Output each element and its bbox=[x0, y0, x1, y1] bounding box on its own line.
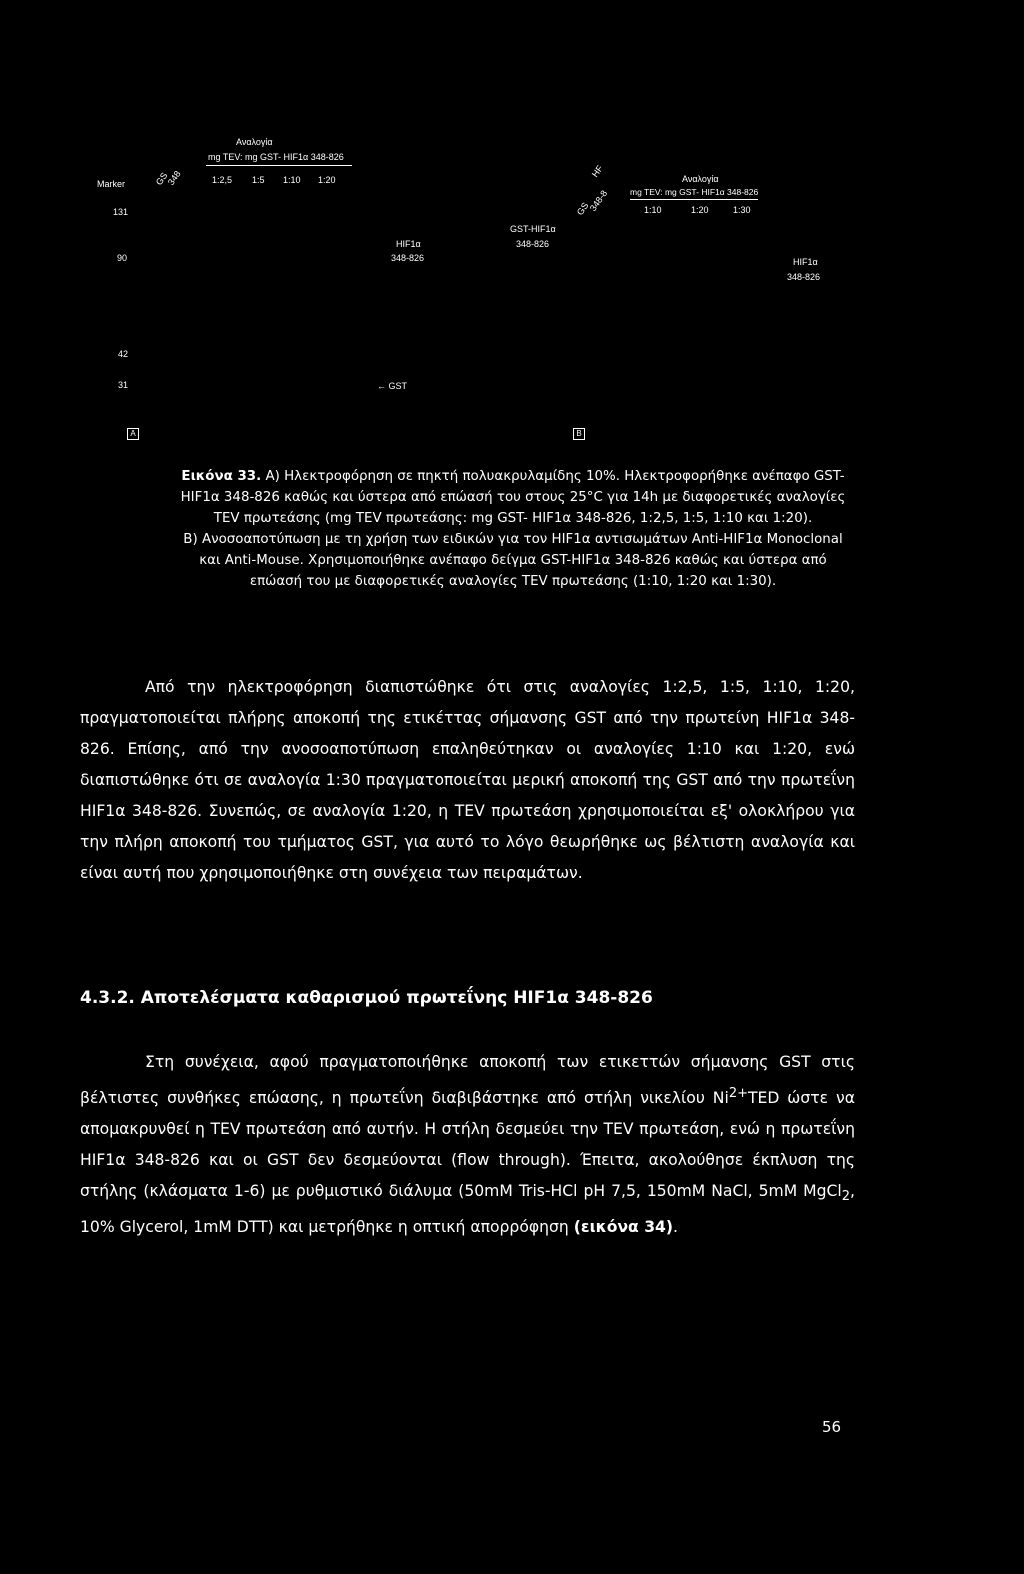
ratio-label: 1:30 bbox=[733, 205, 751, 215]
caption-line: και Anti-Mouse. Χρησιμοποιήθηκε ανέπαφο δείγμα GST-HIF1α 348-826 καθώς και ύστερα από bbox=[199, 553, 827, 568]
para-text: , 10% Glycerol, 1mM DTT) και μετρήθηκε η οπτική απορρόφηση bbox=[80, 1182, 855, 1237]
panel-a-lane-gst-label: GS bbox=[153, 170, 170, 187]
band-hif1a-range: 348-826 bbox=[391, 253, 425, 263]
panel-b-band-hif1a-range: 348-826 bbox=[787, 272, 821, 282]
section-heading: 4.3.2. Αποτελέσματα καθαρισμού πρωτεΐνης HIF1α 348-826 bbox=[80, 988, 653, 1008]
caption-line bbox=[88, 466, 938, 487]
panel-b-ratio-header: Αναλογία bbox=[682, 174, 719, 184]
para-text: Στη συνέχεια, αφού πραγματοποιήθηκε αποκοπή των ετικεττών σήμανσης GST στις βέλτιστες συνθήκες επώασης, η πρωτεΐνη διαβιβάστηκε από στήλη νικελίου Ni bbox=[80, 1053, 855, 1108]
para-text: . bbox=[673, 1218, 678, 1237]
ratio-label: 1:10 bbox=[283, 175, 301, 185]
subscript: 2 bbox=[841, 1189, 851, 1205]
panel-a-ratio-underline bbox=[206, 165, 352, 166]
panel-b-band-hif1a-label: HIF1α bbox=[793, 257, 818, 267]
purification-paragraph bbox=[80, 1047, 855, 1243]
page-number: 56 bbox=[822, 1418, 842, 1436]
figure-caption bbox=[88, 466, 938, 592]
mw-marker-label: 42 bbox=[118, 349, 129, 359]
caption-line: επώασή του με διαφορετικές αναλογίες TEV πρωτεάσης (1:10, 1:20 και 1:30). bbox=[249, 574, 777, 589]
band-gst-hif1a-label: GST-HIF1α bbox=[510, 224, 556, 234]
ratio-label: 1:10 bbox=[644, 205, 662, 215]
caption-line: HIF1α 348-826 καθώς και ύστερα από επώασή του στους 25°C για 14h με διαφορετικές αναλογίες bbox=[180, 490, 846, 505]
gel-figure bbox=[0, 0, 1024, 455]
panel-b-lane-gst-label: GS bbox=[574, 200, 591, 217]
panel-a-lane-348-label: 348 bbox=[165, 168, 183, 187]
results-paragraph: Από την ηλεκτροφόρηση διαπιστώθηκε ότι στις αναλογίες 1:2,5, 1:5, 1:10, 1:20, πραγματοποιείται πλήρης αποκοπή της ετικέττας σήμανσης GST από την πρωτείνη HIF1α 348-826. Επίσης, από την ανοσοαποτύπωση επαληθεύτηκαν οι αναλογίες 1:10 και 1:20, ενώ διαπιστώθηκε ότι σε αναλογία 1:30 πραγματοποιείται μερική αποκοπή της GST από την πρωτεΐνη HIF1α 348-826. Συνεπώς, σε αναλογία 1:20, η TEV πρωτεάση χρησιμοποιείται εξ' ολοκλήρου για την πλήρη αποκοπή του τμήματος GST, για αυτό το λόγο θεωρήθηκε ως βέλτιστη αναλογία και είναι αυτή που χρησιμοποιήθηκε στη συνέχεια των πειραμάτων. bbox=[80, 678, 856, 882]
panel-b-ratio-subheader: mg TEV: mg GST- HIF1α 348-826 bbox=[630, 187, 759, 197]
gst-arrow-label: ← GST bbox=[377, 381, 408, 391]
mw-marker-label: 31 bbox=[118, 380, 129, 390]
ratio-label: 1:2,5 bbox=[212, 175, 233, 185]
panel-b-lane-348-label: 348-8 bbox=[587, 188, 610, 213]
panel-a-tag: A bbox=[127, 428, 139, 440]
panel-b-ratio-underline bbox=[630, 199, 758, 200]
superscript: 2+ bbox=[728, 1086, 748, 1101]
ratio-label: 1:20 bbox=[318, 175, 336, 185]
band-gst-hif1a-range: 348-826 bbox=[516, 239, 550, 249]
caption-line: TEV πρωτεάσης (mg TEV πρωτεάσης: mg GST- HIF1α 348-826, 1:2,5, 1:5, 1:10 και 1:20). bbox=[213, 511, 813, 526]
mw-marker-label: 131 bbox=[113, 207, 129, 217]
caption-line: B) Ανοσοαποτύπωση με τη χρήση των ειδικών για τον HIF1α αντισωμάτων Anti-HIF1α Monoclonal bbox=[183, 532, 843, 547]
panel-a-ratio-header: Αναλογία bbox=[236, 137, 273, 147]
para-text: TED ώστε να απομακρυνθεί η TEV πρωτεάση από αυτήν. Η στήλη δεσμεύει την TEV πρωτεάση, ενώ η πρωτεΐνη HIF1α 348-826 και οι GST δεν δεσμεύονται (flow through). Έπειτα, ακολούθησε έκπλυση της στήλης (κλάσματα 1-6) με ρυθμιστικό διάλυμα (50mM Tris-HCl pH 7,5, 150mM NaCl, 5mM MgCl bbox=[80, 1089, 855, 1201]
caption-label: Εικόνα 33. bbox=[181, 469, 262, 484]
band-hif1a-label: HIF1α bbox=[396, 239, 421, 249]
caption-line-text: Α) Ηλεκτροφόρηση σε πηκτή πολυακρυλαμίδης 10%. Ηλεκτροφορήθηκε ανέπαφο GST- bbox=[261, 469, 845, 484]
ratio-label: 1:5 bbox=[252, 175, 265, 185]
panel-b-tag: B bbox=[573, 428, 585, 440]
marker-label: Marker bbox=[97, 179, 126, 189]
figure-reference: (εικόνα 34) bbox=[573, 1218, 674, 1237]
panel-a-ratio-subheader: mg TEV: mg GST- HIF1α 348-826 bbox=[208, 152, 344, 162]
mw-marker-label: 90 bbox=[117, 253, 128, 263]
panel-b-lane-hf-label: HF bbox=[589, 163, 605, 179]
ratio-label: 1:20 bbox=[691, 205, 709, 215]
